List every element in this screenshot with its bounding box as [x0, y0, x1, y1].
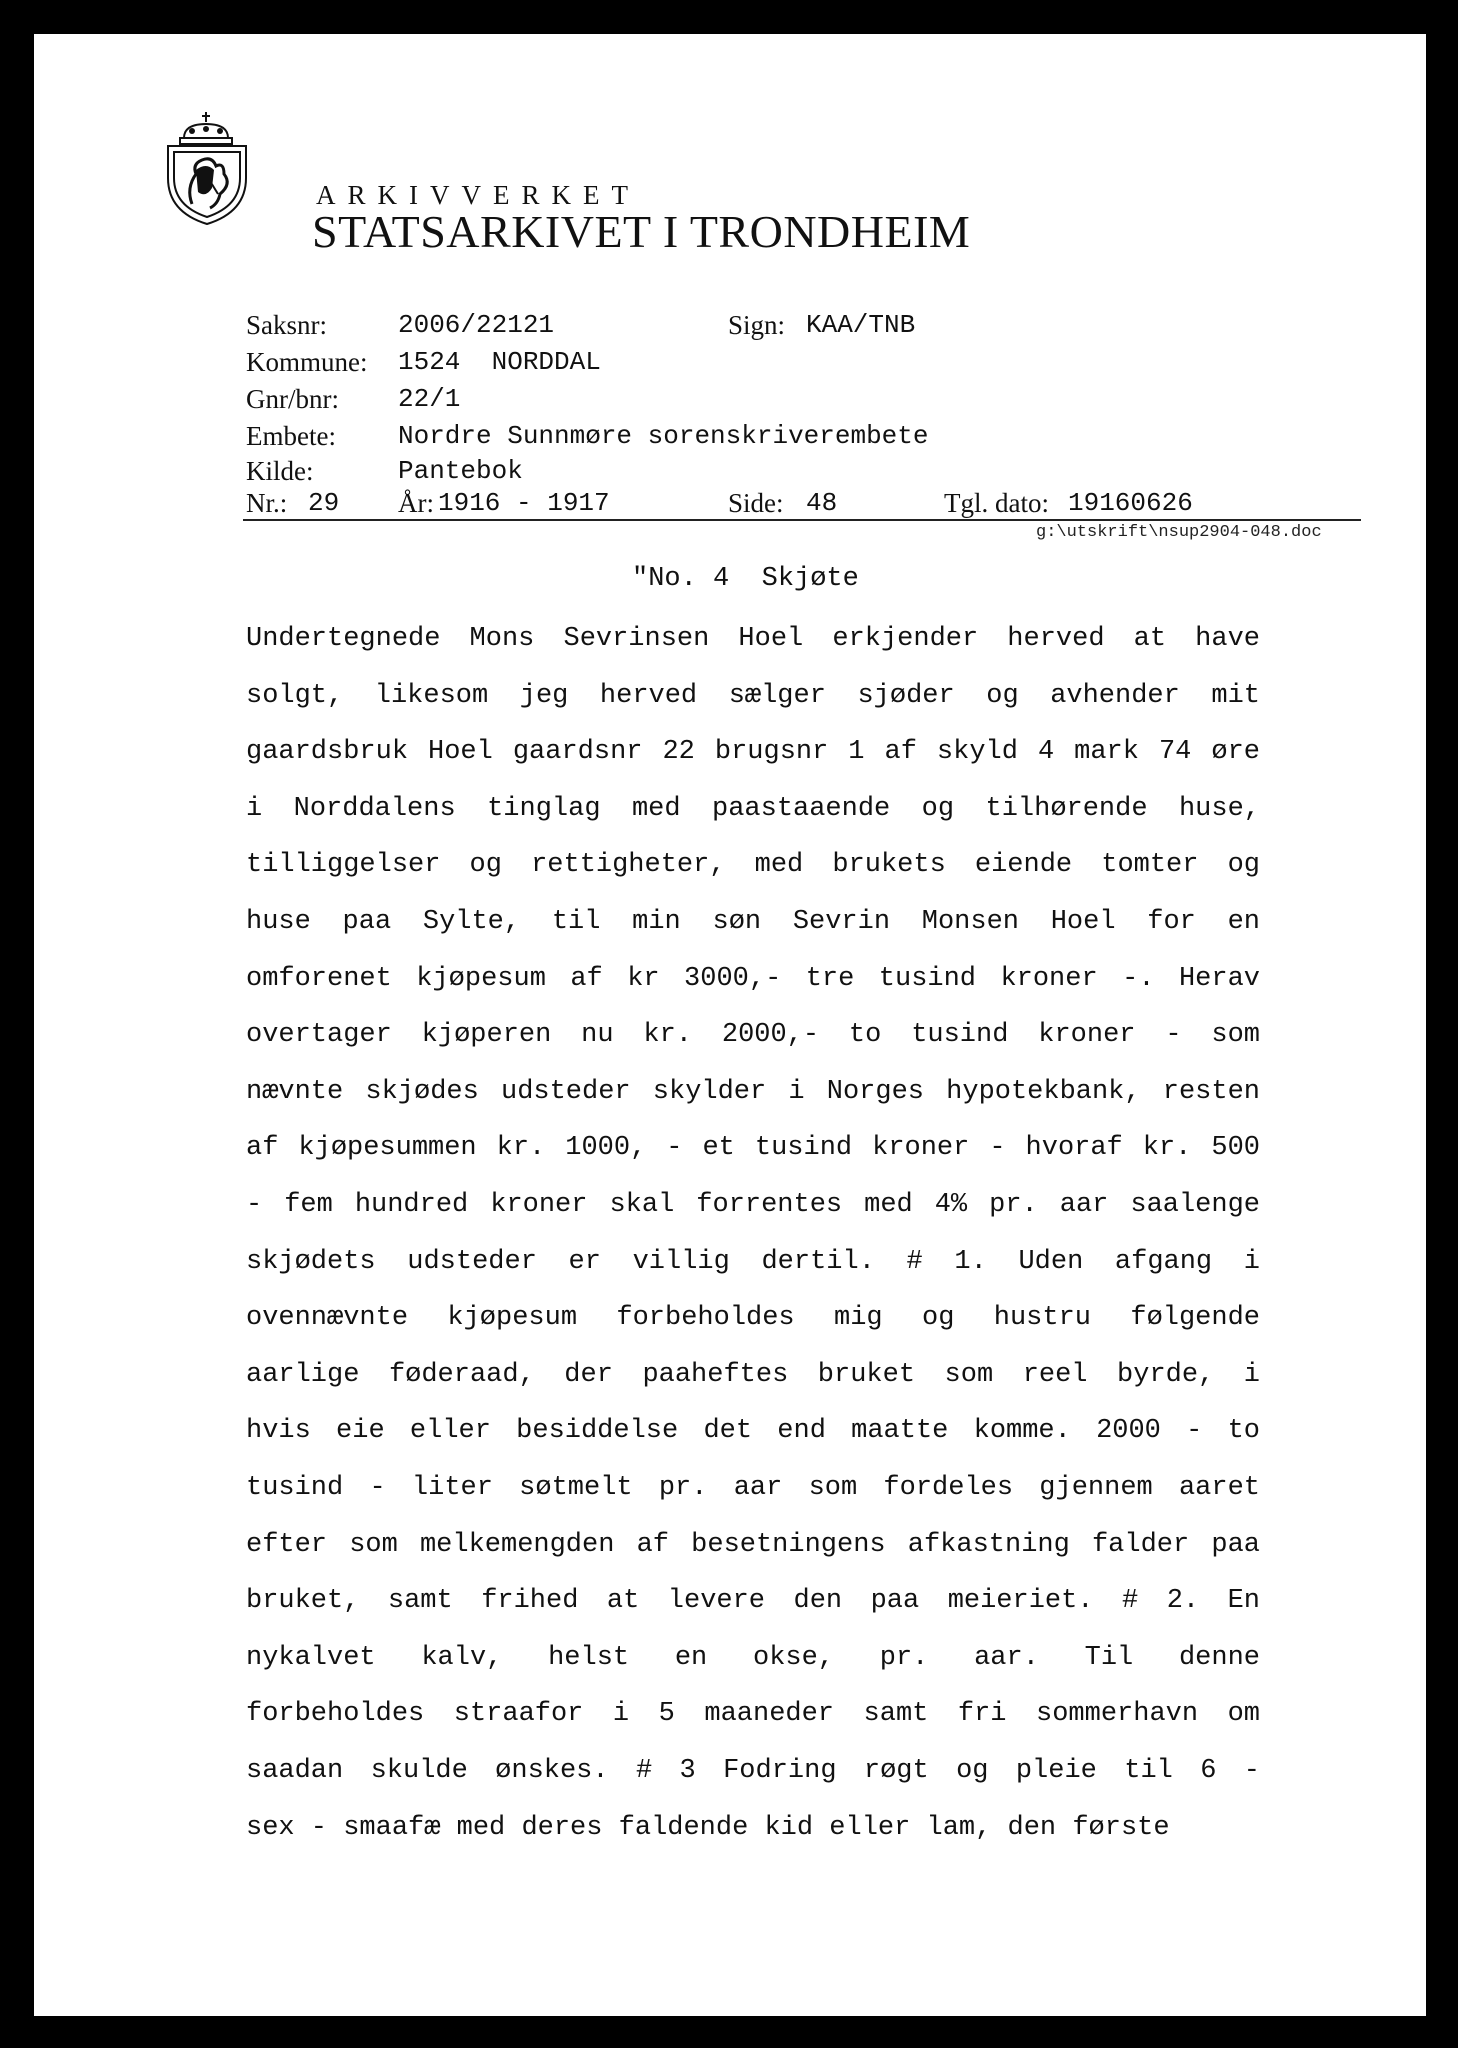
saksnr-value: 2006/22121: [398, 310, 555, 340]
text-line: huse paa Sylte, til min søn Sevrin Monsen Hoel for en: [246, 907, 1260, 937]
text-line: - fem hundred kroner skal forrentes med 4% pr. aar saalenge: [246, 1190, 1260, 1220]
coat-of-arms-icon: [162, 108, 252, 228]
text-line: efter som melkemengden af besetningens afkastning falder paa: [246, 1530, 1260, 1560]
side-label: Side:: [728, 488, 784, 518]
sign-label: Sign:: [728, 310, 786, 340]
text-line: tilliggelser og rettigheter, med brukets eiende tomter og: [246, 850, 1260, 880]
nr-label: Nr.:: [246, 488, 288, 518]
ar-value: 1916 - 1917: [438, 488, 610, 518]
text-line: omforenet kjøpesum af kr 3000,- tre tusind kroner -. Herav: [246, 964, 1260, 994]
text-line: nykalvet kalv, helst en okse, pr. aar. Til denne: [246, 1643, 1260, 1673]
kilde-label: Kilde:: [246, 456, 314, 486]
kilde-value: Pantebok: [398, 456, 523, 486]
text-line: forbeholdes straafor i 5 maaneder samt fri sommerhavn om: [246, 1699, 1260, 1729]
header-divider: [243, 519, 1361, 521]
tgl-dato-label: Tgl. dato:: [944, 488, 1049, 518]
side-value: 48: [806, 488, 838, 518]
text-line: Undertegnede Mons Sevrinsen Hoel erkjender herved at have: [246, 624, 1260, 654]
text-line: hvis eie eller besiddelse det end maatte komme. 2000 - to: [246, 1416, 1260, 1446]
text-line: nævnte skjødes udsteder skylder i Norges hypotekbank, resten: [246, 1077, 1260, 1107]
saksnr-label: Saksnr:: [246, 310, 327, 340]
org-title: STATSARKIVET I TRONDHEIM: [312, 206, 971, 257]
kommune-label: Kommune:: [246, 347, 368, 377]
text-line: tusind - liter søtmelt pr. aar som fordeles gjennem aaret: [246, 1473, 1260, 1503]
text-line: i Norddalens tinglag med paastaaende og tilhørende huse,: [246, 794, 1260, 824]
text-line: gaardsbruk Hoel gaardsnr 22 brugsnr 1 af skyld 4 mark 74 øre: [246, 737, 1260, 767]
gnrbnr-value: 22/1: [398, 384, 461, 414]
text-line: saadan skulde ønskes. # 3 Fodring røgt og pleie til 6 -: [246, 1756, 1260, 1786]
nr-value: 29: [308, 488, 340, 518]
ar-label: År:: [398, 488, 434, 518]
text-line: af kjøpesummen kr. 1000, - et tusind kroner - hvoraf kr. 500: [246, 1133, 1260, 1163]
text-line: sex - smaafæ med deres faldende kid eller lam, den første: [246, 1813, 1170, 1843]
text-line: skjødets udsteder er villig dertil. # 1. Uden afgang i: [246, 1247, 1260, 1277]
embete-value: Nordre Sunnmøre sorenskriverembete: [398, 421, 929, 451]
file-path: g:\utskrift\nsup2904-048.doc: [1036, 523, 1322, 542]
document-heading: "No. 4 Skjøte: [632, 564, 859, 594]
embete-label: Embete:: [246, 421, 336, 451]
gnrbnr-label: Gnr/bnr:: [246, 384, 339, 414]
tgl-dato-value: 19160626: [1068, 488, 1193, 518]
text-line: overtager kjøperen nu kr. 2000,- to tusind kroner - som: [246, 1020, 1260, 1050]
meta-saksnr: [246, 310, 327, 341]
text-line: solgt, likesom jeg herved sælger sjøder og avhender mit: [246, 681, 1260, 711]
org-subtitle: ARKIVVERKET: [316, 180, 640, 210]
text-line: ovennævnte kjøpesum forbeholdes mig og hustru følgende: [246, 1303, 1260, 1333]
sign-value: KAA/TNB: [806, 310, 916, 340]
text-line: bruket, samt frihed at levere den paa meieriet. # 2. En: [246, 1586, 1260, 1616]
kommune-value: 1524 NORDDAL: [398, 347, 601, 377]
text-line: aarlige føderaad, der paaheftes bruket som reel byrde, i: [246, 1360, 1260, 1390]
